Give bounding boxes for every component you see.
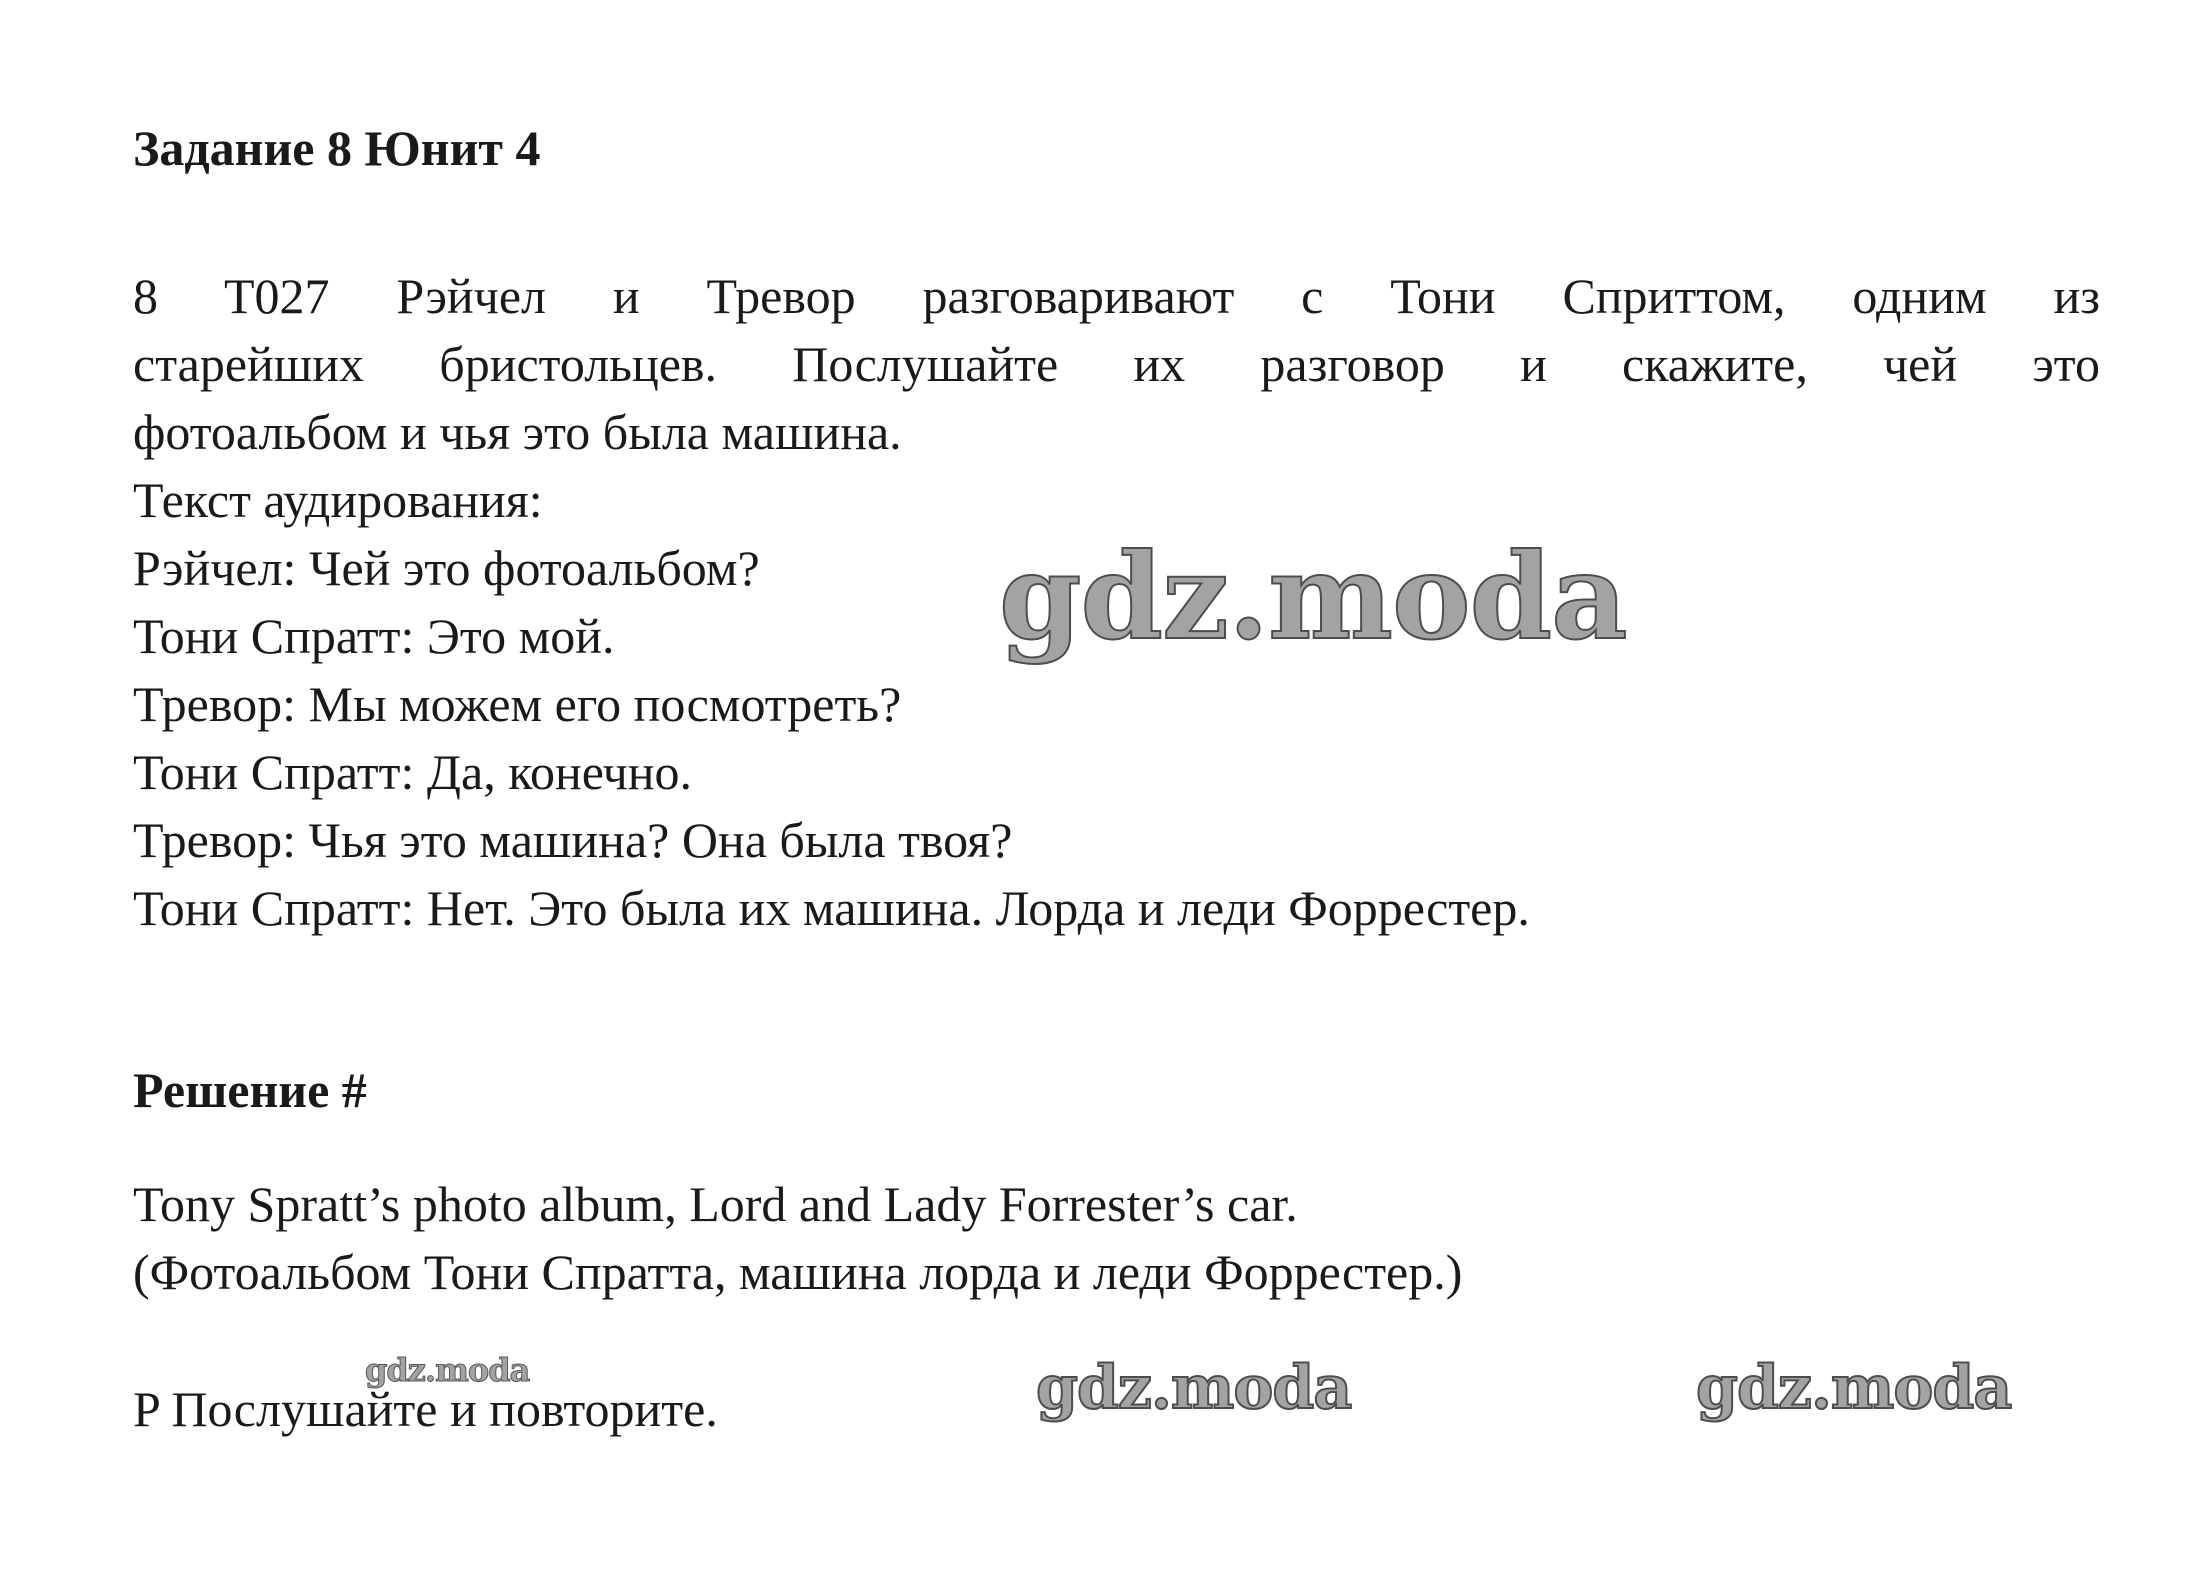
intro-line: 8 T027 Рэйчел и Тревор разговаривают с Тони Сприттом, одним из bbox=[133, 268, 2100, 324]
intro-line: фотоальбом и чья это была машина. bbox=[133, 404, 902, 460]
answer-line: (Фотоальбом Тони Спратта, машина лорда и леди Форрестер.) bbox=[133, 1244, 1463, 1300]
task-title: Задание 8 Юнит 4 bbox=[133, 120, 541, 176]
solution-answer bbox=[133, 1170, 1462, 1306]
dialogue-line: Текст аудирования: bbox=[133, 472, 543, 528]
document-page bbox=[133, 0, 2100, 1589]
task-intro bbox=[133, 262, 2100, 466]
intro-line: старейших бристольцев. Послушайте их разговор и скажите, чей это bbox=[133, 336, 2100, 392]
dialogue-line: Рэйчел: Чей это фотоальбом? bbox=[133, 540, 760, 596]
answer-line: Tony Spratt’s photo album, Lord and Lady Forrester’s car. bbox=[133, 1176, 1298, 1232]
dialogue-line: Тревор: Мы можем его посмотреть? bbox=[133, 676, 902, 732]
watermark-logo: gdz.moda bbox=[1036, 1353, 1352, 1423]
repeat-instruction: P Послушайте и повторите. bbox=[133, 1381, 718, 1437]
solution-title: Решение # bbox=[133, 1062, 367, 1118]
watermark-logo: gdz.moda bbox=[365, 1351, 530, 1389]
watermark-logo: gdz.moda bbox=[1696, 1353, 2012, 1423]
dialogue-line: Тони Спратт: Нет. Это была их машина. Лорда и леди Форрестер. bbox=[133, 880, 1530, 936]
dialogue-line: Тревор: Чья это машина? Она была твоя? bbox=[133, 812, 1013, 868]
dialogue-line: Тони Спратт: Да, конечно. bbox=[133, 744, 693, 800]
watermark-logo: gdz.moda bbox=[999, 527, 1627, 666]
dialogue-line: Тони Спратт: Это мой. bbox=[133, 608, 615, 664]
